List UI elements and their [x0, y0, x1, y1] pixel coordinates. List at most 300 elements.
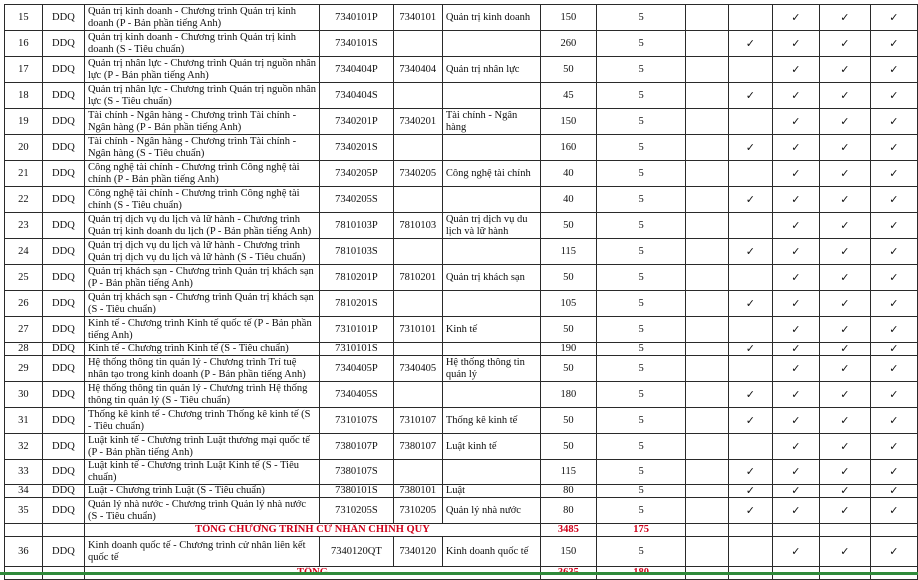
table-row — [5, 239, 918, 265]
row-number: 17 — [5, 57, 43, 83]
check-mark-icon: ✓ — [889, 484, 899, 497]
row-number: 20 — [5, 135, 43, 161]
check-cell — [870, 213, 917, 239]
check-cell — [728, 31, 772, 57]
empty-cell — [686, 265, 729, 291]
major-name: Quản trị kinh doanh — [442, 5, 540, 31]
empty-cell — [686, 135, 729, 161]
program-code: 7340205S — [320, 187, 394, 213]
row-number: 29 — [5, 356, 43, 382]
check-mark-icon: ✓ — [745, 465, 755, 478]
check-cell — [819, 537, 870, 567]
check-mark-icon: ✓ — [745, 387, 755, 401]
check-cell — [772, 57, 819, 83]
min-score: 5 — [596, 485, 686, 498]
row-number: 24 — [5, 239, 43, 265]
program-name: Quản trị khách sạn - Chương trình Quản trị khách sạn (P - Bản phần tiếng Anh) — [84, 265, 319, 291]
check-cell — [870, 408, 917, 434]
empty-cell — [686, 109, 729, 135]
empty-cell — [870, 524, 917, 537]
table-row — [5, 343, 918, 356]
major-name: Quản trị khách sạn — [442, 265, 540, 291]
check-mark-icon: ✓ — [889, 413, 899, 427]
check-mark-icon: ✓ — [889, 322, 899, 336]
check-cell — [772, 135, 819, 161]
quota: 150 — [541, 109, 597, 135]
major-name — [442, 382, 540, 408]
check-cell — [728, 537, 772, 567]
school-code: DDQ — [42, 291, 84, 317]
check-cell — [772, 382, 819, 408]
major-name: Luật kinh tế — [442, 434, 540, 460]
check-cell — [772, 343, 819, 356]
major-code: 7310205 — [393, 498, 442, 524]
check-mark-icon: ✓ — [889, 62, 899, 76]
check-cell — [772, 265, 819, 291]
check-mark-icon: ✓ — [889, 140, 899, 154]
empty-cell — [686, 57, 729, 83]
check-mark-icon: ✓ — [889, 439, 899, 453]
check-mark-icon: ✓ — [840, 439, 850, 453]
table-row — [5, 213, 918, 239]
min-score: 5 — [596, 213, 686, 239]
min-score: 5 — [596, 31, 686, 57]
check-cell — [728, 408, 772, 434]
school-code: DDQ — [42, 187, 84, 213]
check-cell — [870, 498, 917, 524]
major-name — [442, 135, 540, 161]
school-code: DDQ — [42, 460, 84, 485]
empty-cell — [686, 161, 729, 187]
check-cell — [819, 109, 870, 135]
check-mark-icon: ✓ — [745, 140, 755, 154]
check-mark-icon: ✓ — [840, 114, 850, 128]
check-cell — [819, 408, 870, 434]
min-score: 5 — [596, 382, 686, 408]
check-mark-icon: ✓ — [745, 88, 755, 102]
min-score: 5 — [596, 135, 686, 161]
major-code: 7340405 — [393, 356, 442, 382]
major-code — [393, 135, 442, 161]
empty-cell — [728, 524, 772, 537]
empty-cell — [686, 5, 729, 31]
min-score: 5 — [596, 460, 686, 485]
empty-cell — [686, 31, 729, 57]
quota: 50 — [541, 356, 597, 382]
major-name: Công nghệ tài chính — [442, 161, 540, 187]
empty-cell — [772, 524, 819, 537]
total-quota: 3485 — [541, 524, 597, 537]
check-mark-icon: ✓ — [791, 88, 801, 102]
program-code: 7340405S — [320, 382, 394, 408]
check-cell — [728, 213, 772, 239]
empty-cell — [686, 408, 729, 434]
school-code: DDQ — [42, 356, 84, 382]
program-name: Luật kinh tế - Chương trình Luật Kinh tế (S - Tiêu chuẩn) — [84, 460, 319, 485]
table-row — [5, 109, 918, 135]
quota: 105 — [541, 291, 597, 317]
quota: 180 — [541, 382, 597, 408]
check-mark-icon: ✓ — [745, 413, 755, 427]
program-code: 7340101S — [320, 31, 394, 57]
check-cell — [772, 187, 819, 213]
quota: 50 — [541, 434, 597, 460]
check-mark-icon: ✓ — [791, 62, 801, 76]
check-mark-icon: ✓ — [840, 387, 850, 401]
check-cell — [728, 135, 772, 161]
check-mark-icon: ✓ — [840, 413, 850, 427]
check-cell — [728, 239, 772, 265]
major-name: Tài chính - Ngân hàng — [442, 109, 540, 135]
check-mark-icon: ✓ — [889, 270, 899, 284]
check-cell — [870, 161, 917, 187]
check-mark-icon: ✓ — [840, 503, 850, 517]
check-cell — [870, 31, 917, 57]
check-cell — [819, 498, 870, 524]
check-mark-icon: ✓ — [840, 270, 850, 284]
check-mark-icon: ✓ — [791, 322, 801, 336]
quota: 150 — [541, 5, 597, 31]
check-cell — [772, 291, 819, 317]
program-code: 7310107S — [320, 408, 394, 434]
check-mark-icon: ✓ — [889, 114, 899, 128]
check-mark-icon: ✓ — [889, 192, 899, 206]
check-mark-icon: ✓ — [840, 361, 850, 375]
check-mark-icon: ✓ — [791, 503, 801, 517]
major-name: Kinh doanh quốc tế — [442, 537, 540, 567]
major-name — [442, 83, 540, 109]
program-name: Tài chính - Ngân hàng - Chương trình Tài chính - Ngân hàng (P - Bản phần tiếng Anh) — [84, 109, 319, 135]
check-cell — [870, 537, 917, 567]
table-row — [5, 135, 918, 161]
check-cell — [728, 460, 772, 485]
school-code: DDQ — [42, 213, 84, 239]
program-name: Luật kinh tế - Chương trình Luật thương mại quốc tế (P - Bản phần tiếng Anh) — [84, 434, 319, 460]
check-cell — [870, 239, 917, 265]
min-score: 5 — [596, 109, 686, 135]
program-name: Công nghệ tài chính - Chương trình Công nghệ tài chính (S - Tiêu chuẩn) — [84, 187, 319, 213]
row-number: 25 — [5, 265, 43, 291]
row-number: 22 — [5, 187, 43, 213]
check-cell — [870, 265, 917, 291]
check-cell — [870, 356, 917, 382]
school-code: DDQ — [42, 537, 84, 567]
check-cell — [870, 343, 917, 356]
quota: 80 — [541, 498, 597, 524]
table-row — [5, 161, 918, 187]
min-score: 5 — [596, 161, 686, 187]
empty-cell — [819, 524, 870, 537]
check-cell — [819, 291, 870, 317]
check-cell — [870, 109, 917, 135]
program-code: 7340201S — [320, 135, 394, 161]
major-name: Thống kê kinh tế — [442, 408, 540, 434]
table-row — [5, 498, 918, 524]
check-mark-icon: ✓ — [791, 166, 801, 180]
empty-cell — [686, 343, 729, 356]
row-number: 33 — [5, 460, 43, 485]
check-cell — [728, 343, 772, 356]
min-score: 5 — [596, 83, 686, 109]
check-mark-icon: ✓ — [889, 36, 899, 50]
check-mark-icon: ✓ — [745, 342, 755, 355]
major-code: 7340201 — [393, 109, 442, 135]
quota: 115 — [541, 460, 597, 485]
program-name: Quản trị nhân lực - Chương trình Quản trị nguồn nhân lực (P - Bản phần tiếng Anh) — [84, 57, 319, 83]
total-min: 175 — [596, 524, 686, 537]
program-name: Quản trị khách sạn - Chương trình Quản trị khách sạn (S - Tiêu chuẩn) — [84, 291, 319, 317]
table-row — [5, 408, 918, 434]
program-code: 7340404P — [320, 57, 394, 83]
table-row — [5, 485, 918, 498]
empty-cell — [686, 317, 729, 343]
check-cell — [819, 135, 870, 161]
check-cell — [870, 187, 917, 213]
check-cell — [728, 57, 772, 83]
min-score: 5 — [596, 408, 686, 434]
school-code: DDQ — [42, 408, 84, 434]
check-cell — [772, 498, 819, 524]
quota: 50 — [541, 213, 597, 239]
major-code — [393, 460, 442, 485]
min-score: 5 — [596, 239, 686, 265]
check-cell — [728, 187, 772, 213]
major-code: 7340205 — [393, 161, 442, 187]
row-number: 23 — [5, 213, 43, 239]
min-score: 5 — [596, 57, 686, 83]
empty-cell — [686, 460, 729, 485]
check-cell — [728, 5, 772, 31]
min-score: 5 — [596, 317, 686, 343]
table-row — [5, 434, 918, 460]
check-mark-icon: ✓ — [889, 544, 899, 558]
major-code — [393, 291, 442, 317]
check-cell — [728, 109, 772, 135]
program-name: Quản lý nhà nước - Chương trình Quản lý nhà nước (S - Tiêu chuẩn) — [84, 498, 319, 524]
check-cell — [728, 382, 772, 408]
check-mark-icon: ✓ — [840, 465, 850, 478]
check-cell — [728, 485, 772, 498]
check-cell — [728, 83, 772, 109]
check-mark-icon: ✓ — [889, 503, 899, 517]
program-code: 7340120QT — [320, 537, 394, 567]
check-cell — [728, 434, 772, 460]
major-name: Quản trị dịch vụ du lịch và lữ hành — [442, 213, 540, 239]
school-code: DDQ — [42, 317, 84, 343]
check-cell — [870, 434, 917, 460]
table-row — [5, 356, 918, 382]
program-code: 7380107P — [320, 434, 394, 460]
check-cell — [819, 434, 870, 460]
major-code — [393, 343, 442, 356]
program-name: Quản trị kinh doanh - Chương trình Quản trị kinh doanh (S - Tiêu chuẩn) — [84, 31, 319, 57]
table-row — [5, 265, 918, 291]
check-mark-icon: ✓ — [791, 342, 801, 355]
check-cell — [728, 356, 772, 382]
check-cell — [819, 265, 870, 291]
min-score: 5 — [596, 187, 686, 213]
empty-cell — [686, 524, 729, 537]
major-name: Luật — [442, 485, 540, 498]
empty-cell — [5, 524, 43, 537]
major-code: 7310107 — [393, 408, 442, 434]
major-code — [393, 187, 442, 213]
check-mark-icon: ✓ — [889, 387, 899, 401]
check-cell — [772, 408, 819, 434]
check-mark-icon: ✓ — [791, 296, 801, 310]
quota: 80 — [541, 485, 597, 498]
check-mark-icon: ✓ — [840, 166, 850, 180]
empty-cell — [686, 239, 729, 265]
check-cell — [772, 537, 819, 567]
check-cell — [870, 460, 917, 485]
major-code: 7380107 — [393, 434, 442, 460]
check-mark-icon: ✓ — [840, 544, 850, 558]
check-mark-icon: ✓ — [840, 484, 850, 497]
empty-cell — [42, 524, 84, 537]
check-cell — [728, 265, 772, 291]
quota: 190 — [541, 343, 597, 356]
major-code: 7340120 — [393, 537, 442, 567]
row-number: 34 — [5, 485, 43, 498]
program-code: 7810201P — [320, 265, 394, 291]
program-code: 7340405P — [320, 356, 394, 382]
quota: 40 — [541, 187, 597, 213]
check-cell — [870, 135, 917, 161]
program-name: Hệ thống thông tin quản lý - Chương trình Hệ thống thông tin quản lý (S - Tiêu chuẩn) — [84, 382, 319, 408]
check-cell — [870, 5, 917, 31]
check-mark-icon: ✓ — [889, 342, 899, 355]
check-cell — [772, 460, 819, 485]
quota: 50 — [541, 408, 597, 434]
check-cell — [772, 317, 819, 343]
program-name: Công nghệ tài chính - Chương trình Công nghệ tài chính (P - Bản phần tiếng Anh) — [84, 161, 319, 187]
quota: 160 — [541, 135, 597, 161]
check-mark-icon: ✓ — [840, 296, 850, 310]
quota: 50 — [541, 265, 597, 291]
row-number: 26 — [5, 291, 43, 317]
check-mark-icon: ✓ — [745, 36, 755, 50]
school-code: DDQ — [42, 382, 84, 408]
check-cell — [819, 31, 870, 57]
check-mark-icon: ✓ — [840, 342, 850, 355]
program-name: Quản trị nhân lực - Chương trình Quản trị nguồn nhân lực (S - Tiêu chuẩn) — [84, 83, 319, 109]
check-mark-icon: ✓ — [840, 10, 850, 24]
table-row — [5, 31, 918, 57]
check-cell — [728, 498, 772, 524]
school-code: DDQ — [42, 161, 84, 187]
check-mark-icon: ✓ — [791, 413, 801, 427]
quota: 50 — [541, 57, 597, 83]
empty-cell — [686, 83, 729, 109]
empty-cell — [686, 382, 729, 408]
check-cell — [819, 382, 870, 408]
school-code: DDQ — [42, 265, 84, 291]
school-code: DDQ — [42, 5, 84, 31]
table-row — [5, 57, 918, 83]
check-cell — [870, 485, 917, 498]
check-mark-icon: ✓ — [791, 465, 801, 478]
empty-cell — [686, 485, 729, 498]
program-name: Quản trị kinh doanh - Chương trình Quản trị kinh doanh (P - Bản phần tiếng Anh) — [84, 5, 319, 31]
major-code: 7340404 — [393, 57, 442, 83]
program-name: Luật - Chương trình Luật (S - Tiêu chuẩn) — [84, 485, 319, 498]
check-mark-icon: ✓ — [791, 544, 801, 558]
row-number: 18 — [5, 83, 43, 109]
empty-cell — [686, 213, 729, 239]
min-score: 5 — [596, 265, 686, 291]
min-score: 5 — [596, 356, 686, 382]
check-cell — [772, 485, 819, 498]
major-name: Hệ thống thông tin quản lý — [442, 356, 540, 382]
program-name: Kinh tế - Chương trình Kinh tế quốc tế (P - Bản phần tiếng Anh) — [84, 317, 319, 343]
program-code: 7310205S — [320, 498, 394, 524]
major-name — [442, 291, 540, 317]
program-code: 7340404S — [320, 83, 394, 109]
table-row — [5, 83, 918, 109]
quota: 40 — [541, 161, 597, 187]
check-mark-icon: ✓ — [889, 296, 899, 310]
check-mark-icon: ✓ — [840, 244, 850, 258]
table-row — [5, 5, 918, 31]
table-body — [5, 5, 918, 580]
min-score: 5 — [596, 498, 686, 524]
check-cell — [870, 317, 917, 343]
check-mark-icon: ✓ — [791, 218, 801, 232]
row-number: 21 — [5, 161, 43, 187]
check-cell — [870, 83, 917, 109]
row-number: 36 — [5, 537, 43, 567]
program-code: 7340201P — [320, 109, 394, 135]
min-score: 5 — [596, 5, 686, 31]
check-cell — [819, 5, 870, 31]
program-name: Tài chính - Ngân hàng - Chương trình Tài chính - Ngân hàng (S - Tiêu chuẩn) — [84, 135, 319, 161]
check-mark-icon: ✓ — [840, 322, 850, 336]
check-cell — [772, 109, 819, 135]
quota: 260 — [541, 31, 597, 57]
empty-cell — [686, 356, 729, 382]
check-mark-icon: ✓ — [745, 192, 755, 206]
row-number: 32 — [5, 434, 43, 460]
check-mark-icon: ✓ — [840, 140, 850, 154]
check-mark-icon: ✓ — [791, 244, 801, 258]
check-mark-icon: ✓ — [889, 465, 899, 478]
total-label: TỔNG CHƯƠNG TRÌNH CỬ NHÂN CHÍNH QUY — [84, 524, 540, 537]
check-cell — [772, 356, 819, 382]
empty-cell — [686, 498, 729, 524]
check-mark-icon: ✓ — [889, 218, 899, 232]
program-code: 7380101S — [320, 485, 394, 498]
check-cell — [772, 31, 819, 57]
check-cell — [728, 161, 772, 187]
program-name: Quản trị dịch vụ du lịch và lữ hành - Chương trình Quản trị kinh doanh du lịch (P - Bản phần tiếng Anh) — [84, 213, 319, 239]
check-mark-icon: ✓ — [889, 244, 899, 258]
school-code: DDQ — [42, 434, 84, 460]
empty-cell — [686, 291, 729, 317]
major-code: 7310101 — [393, 317, 442, 343]
check-cell — [772, 213, 819, 239]
row-number: 31 — [5, 408, 43, 434]
min-score: 5 — [596, 343, 686, 356]
empty-cell — [686, 187, 729, 213]
check-mark-icon: ✓ — [840, 36, 850, 50]
min-score: 5 — [596, 434, 686, 460]
major-name — [442, 239, 540, 265]
check-mark-icon: ✓ — [791, 140, 801, 154]
check-mark-icon: ✓ — [840, 218, 850, 232]
major-code: 7340101 — [393, 5, 442, 31]
major-code — [393, 83, 442, 109]
